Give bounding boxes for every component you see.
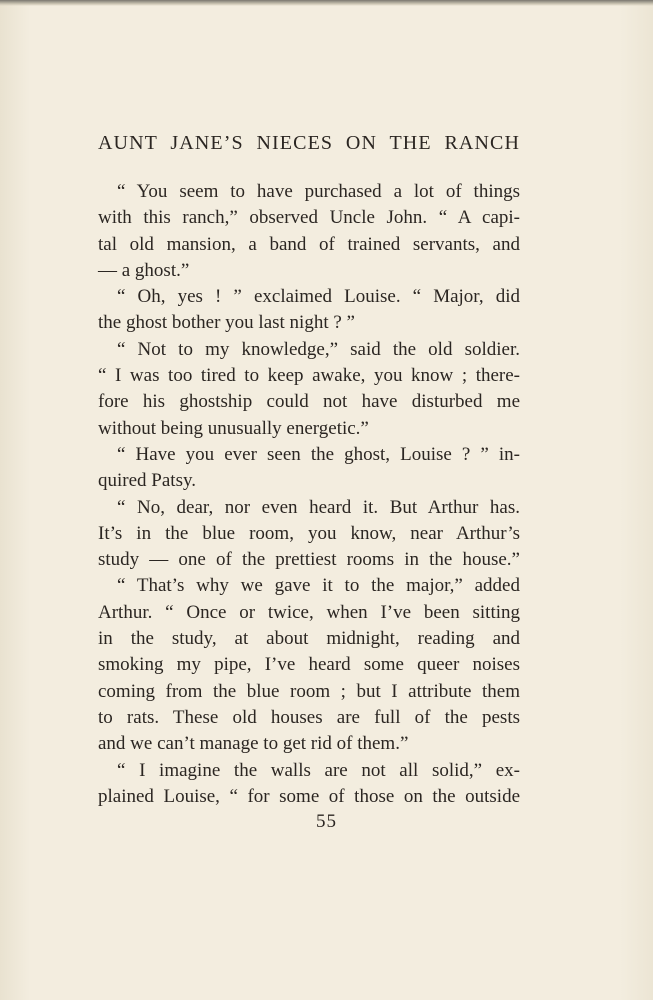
text-line: “ No, dear, nor even heard it. But Arthur has. — [117, 496, 520, 518]
text-line: and we can’t manage to get rid of them.” — [98, 733, 409, 755]
text-line: “ I was too tired to keep awake, you know ; there- — [98, 365, 520, 387]
text-line: “ Not to my knowledge,” said the old soldier. — [117, 338, 520, 360]
page-number: 55 — [316, 811, 337, 832]
page-top-edge — [0, 0, 653, 6]
text-line: with this ranch,” observed Uncle John. “ A capi- — [98, 207, 520, 229]
body-text — [98, 179, 520, 810]
text-line: — a ghost.” — [98, 259, 190, 281]
text-line: “ I imagine the walls are not all solid,” ex- — [117, 759, 520, 781]
text-line: coming from the blue room ; but I attribute them — [98, 680, 520, 702]
text-line: “ Have you ever seen the ghost, Louise ? ” in- — [117, 443, 520, 465]
text-line: It’s in the blue room, you know, near Arthur’s — [98, 522, 520, 544]
text-line: “ Oh, yes ! ” exclaimed Louise. “ Major, did — [117, 286, 520, 308]
text-line: without being unusually energetic.” — [98, 417, 369, 439]
text-line: “ You seem to have purchased a lot of things — [117, 181, 520, 202]
text-line: quired Patsy. — [98, 470, 196, 492]
text-line: tal old mansion, a band of trained servants, and — [98, 233, 520, 255]
text-line: to rats. These old houses are full of the pests — [98, 706, 520, 728]
text-line: in the study, at about midnight, reading and — [98, 628, 520, 650]
text-line: the ghost bother you last night ? ” — [98, 312, 355, 334]
text-line: “ That’s why we gave it to the major,” added — [117, 575, 520, 597]
text-line: Arthur. “ Once or twice, when I’ve been sitting — [98, 601, 520, 623]
running-head: AUNT JANE’S NIECES ON THE RANCH — [98, 132, 520, 154]
text-line: smoking my pipe, I’ve heard some queer noises — [98, 654, 520, 676]
text-line: study — one of the prettiest rooms in the house.” — [98, 549, 520, 571]
text-line: plained Louise, “ for some of those on the outside — [98, 785, 520, 807]
text-line: fore his ghostship could not have disturbed me — [98, 391, 520, 413]
